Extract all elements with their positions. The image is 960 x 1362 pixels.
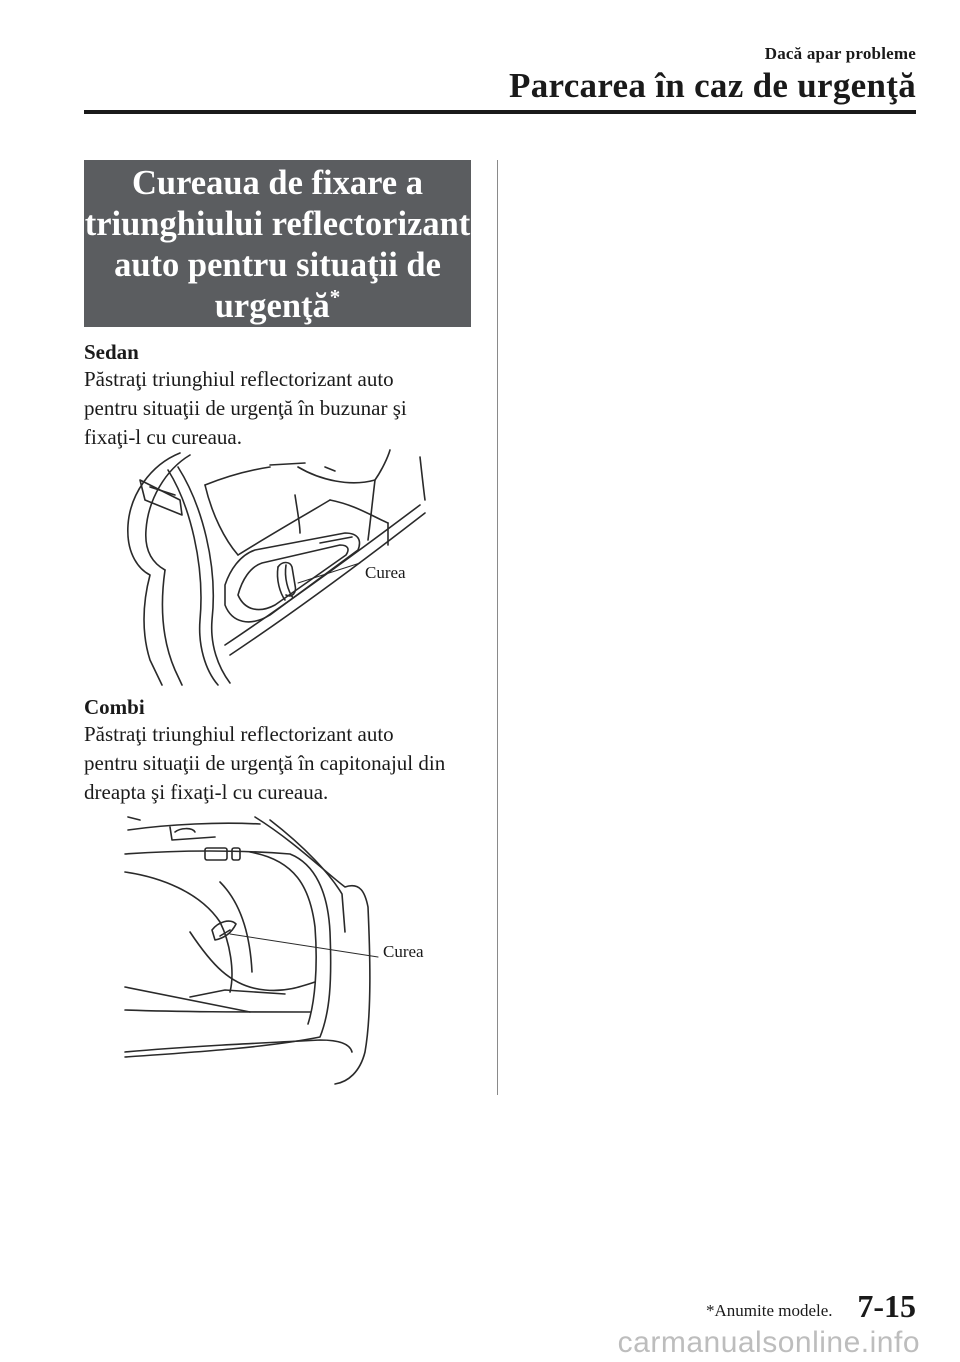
sedan-body xyxy=(84,365,484,452)
header-kicker: Dacă apar probleme xyxy=(764,44,916,63)
section-title-line: auto pentru situaţii de xyxy=(114,246,441,284)
header-rule xyxy=(84,110,916,114)
combi-heading: Combi xyxy=(84,695,145,719)
sedan-heading: Sedan xyxy=(84,340,139,364)
combi-body xyxy=(84,720,484,807)
footnote-mark: * xyxy=(329,285,341,309)
sedan-body-line: pentru situaţii de urgenţă în buzunar şi xyxy=(84,396,407,420)
sedan-strap-label: Curea xyxy=(365,563,406,582)
page-title: Parcarea în caz de urgenţă xyxy=(509,66,916,105)
watermark: carmanualsonline.info xyxy=(617,1326,920,1359)
sedan-body-line: fixaţi-l cu cureaua. xyxy=(84,425,242,449)
combi-strap-label: Curea xyxy=(383,942,424,961)
footnote: *Anumite modele. xyxy=(706,1301,833,1320)
column-divider xyxy=(497,160,498,1095)
page-number: 7-15 xyxy=(857,1288,916,1324)
combi-body-line: Păstraţi triunghiul reflectorizant auto xyxy=(84,722,394,746)
section-title-last: urgenţă xyxy=(214,287,330,325)
section-title-line: Cureaua de fixare a xyxy=(132,164,423,202)
section-title-line: triunghiului reflectorizant xyxy=(84,205,471,243)
section-title-box xyxy=(84,160,471,327)
combi-body-line: pentru situaţii de urgenţă în capitonajul din xyxy=(84,751,446,775)
sedan-body-line: Păstraţi triunghiul reflectorizant auto xyxy=(84,367,394,391)
combi-body-line: dreapta şi fixaţi-l cu cureaua. xyxy=(84,780,329,804)
section-title-line xyxy=(84,286,471,327)
